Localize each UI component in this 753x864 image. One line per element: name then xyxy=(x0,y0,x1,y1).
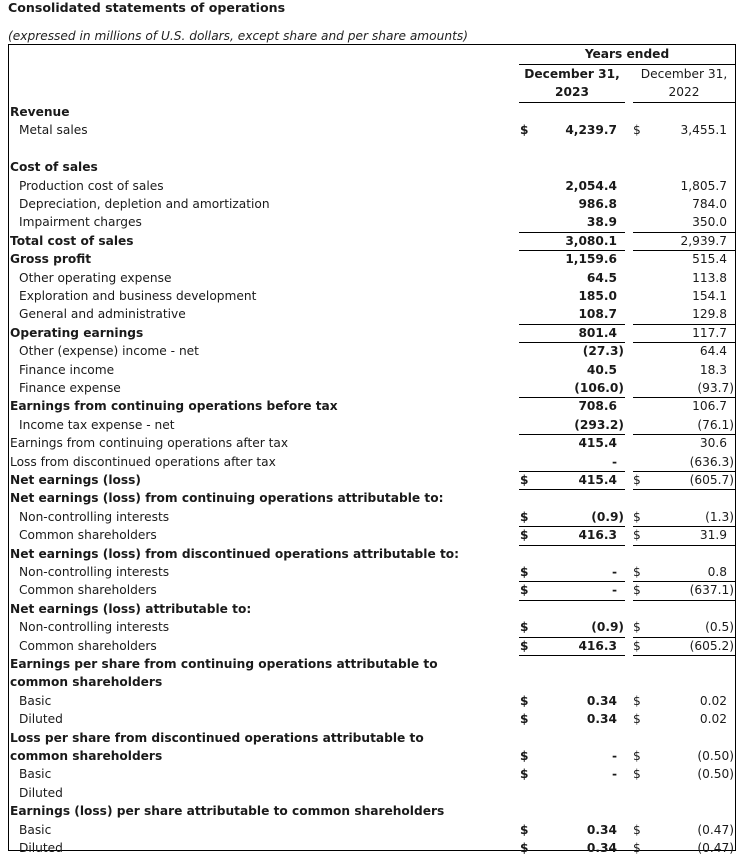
value-2023: 4,239.7 xyxy=(565,123,617,138)
cell-2023 xyxy=(519,508,625,527)
row-label: Metal sales xyxy=(19,123,88,138)
cell-2023 xyxy=(519,361,625,379)
table-row xyxy=(9,379,735,397)
value-2023: - xyxy=(611,749,617,763)
currency-symbol: $ xyxy=(633,123,641,138)
currency-symbol: $ xyxy=(520,620,529,635)
cell-2023 xyxy=(519,269,625,287)
table-row xyxy=(9,158,735,176)
currency-symbol: $ xyxy=(633,822,641,837)
currency-symbol: $ xyxy=(520,841,529,855)
row-label: Basic xyxy=(19,767,52,782)
row-label: Total cost of sales xyxy=(10,233,134,248)
value-2022: 0.8 xyxy=(707,565,727,579)
value-2023: 986.8 xyxy=(578,197,617,211)
cell-2023 xyxy=(519,232,625,251)
table-row xyxy=(9,545,735,563)
cell-2023 xyxy=(519,839,625,857)
table-row xyxy=(9,784,735,802)
currency-symbol: $ xyxy=(633,767,641,782)
cell-2022 xyxy=(633,765,735,783)
value-2023: 415.4 xyxy=(578,473,617,487)
row-label: Net earnings (loss) attributable to: xyxy=(10,601,252,616)
value-2022: 515.4 xyxy=(692,252,727,267)
value-2022: 784.0 xyxy=(692,197,727,211)
cell-2023 xyxy=(519,342,625,360)
row-label: Net earnings (loss) from continuing operations attributable to: xyxy=(10,491,444,506)
currency-symbol: $ xyxy=(520,749,529,763)
value-2023: 185.0 xyxy=(578,289,617,303)
cell-2023 xyxy=(519,581,625,600)
currency-symbol: $ xyxy=(633,749,641,763)
currency-symbol: $ xyxy=(520,565,529,579)
cell-2022 xyxy=(633,342,735,360)
cell-2022 xyxy=(633,581,735,600)
value-2023: (0.9) xyxy=(591,509,624,524)
table-row xyxy=(9,710,735,728)
row-label: Earnings from continuing operations before tax xyxy=(10,399,338,414)
currency-symbol: $ xyxy=(520,767,529,782)
cell-2022 xyxy=(633,361,735,379)
table-row xyxy=(9,416,735,434)
value-2022: (1.3) xyxy=(705,509,734,524)
value-2023: 2,054.4 xyxy=(565,178,617,193)
row-label: Loss from discontinued operations after tax xyxy=(10,454,276,469)
value-2022: (0.5) xyxy=(705,620,734,635)
cell-2023 xyxy=(519,195,625,213)
row-label: Gross profit xyxy=(10,252,92,267)
cell-2022 xyxy=(633,416,735,435)
table-row xyxy=(9,581,735,599)
cell-2023 xyxy=(519,213,625,232)
row-label: Common shareholders xyxy=(19,528,157,543)
value-2023: 40.5 xyxy=(586,362,617,377)
currency-symbol: $ xyxy=(520,583,529,598)
currency-symbol: $ xyxy=(520,693,529,708)
row-label: Production cost of sales xyxy=(19,178,164,193)
value-2023: - xyxy=(611,583,617,598)
table-row xyxy=(9,747,735,765)
row-label: Earnings (loss) per share attributable to common shareholders xyxy=(10,804,445,819)
value-2023: 64.5 xyxy=(586,270,617,285)
row-label: Exploration and business development xyxy=(19,289,257,303)
row-label: Common shareholders xyxy=(19,638,157,653)
value-2023: (27.3) xyxy=(582,344,624,359)
statement-subtitle: (expressed in millions of U.S. dollars, except share and per share amounts) xyxy=(8,29,468,43)
row-label: Depreciation, depletion and amortization xyxy=(19,197,270,211)
value-2023: 416.3 xyxy=(578,638,617,653)
cell-2022 xyxy=(633,563,735,582)
row-label: Revenue xyxy=(10,105,70,119)
currency-symbol: $ xyxy=(633,712,641,727)
row-label: Other (expense) income - net xyxy=(19,344,199,359)
cell-2022 xyxy=(633,397,735,415)
cell-2022 xyxy=(633,453,735,472)
row-label: Basic xyxy=(19,822,52,837)
value-2022: 113.8 xyxy=(692,270,727,285)
table-row xyxy=(9,342,735,360)
row-label: Net earnings (loss) xyxy=(10,473,141,487)
row-label: Finance income xyxy=(19,362,115,377)
cell-2023 xyxy=(519,453,625,472)
cell-2022 xyxy=(633,821,735,839)
table-row xyxy=(9,103,735,121)
row-label: Diluted xyxy=(19,785,63,800)
value-2022: 350.0 xyxy=(692,215,727,230)
value-2022: 129.8 xyxy=(692,307,727,322)
cell-2023 xyxy=(519,747,625,765)
value-2022: 0.02 xyxy=(699,693,727,708)
value-2023: (0.9) xyxy=(591,620,624,635)
currency-symbol: $ xyxy=(633,693,641,708)
value-2022: 3,455.1 xyxy=(680,123,727,138)
currency-symbol: $ xyxy=(633,509,641,524)
row-label: Non-controlling interests xyxy=(19,509,170,524)
cell-2023 xyxy=(519,324,625,343)
value-2023: 0.34 xyxy=(586,693,617,708)
value-2022: (93.7) xyxy=(697,381,734,395)
table-row xyxy=(9,802,735,820)
table-row xyxy=(9,195,735,213)
table-row xyxy=(9,287,735,305)
value-2023: - xyxy=(611,767,617,782)
table-row xyxy=(9,489,735,507)
row-label: Impairment charges xyxy=(19,215,142,230)
table-row xyxy=(9,600,735,618)
value-2022: (605.2) xyxy=(689,638,734,653)
value-2023: 416.3 xyxy=(578,528,617,543)
row-label: Operating earnings xyxy=(10,325,144,340)
cell-2023 xyxy=(519,637,625,656)
row-label: Other operating expense xyxy=(19,270,172,285)
cell-2023 xyxy=(519,250,625,268)
cell-2022 xyxy=(633,213,735,232)
value-2022: (0.47) xyxy=(697,822,734,837)
table-row xyxy=(9,250,735,268)
value-2023: 0.34 xyxy=(586,841,617,855)
value-2022: (0.50) xyxy=(697,767,734,782)
value-2023: 3,080.1 xyxy=(565,233,617,248)
currency-symbol: $ xyxy=(633,841,641,855)
row-label: Diluted xyxy=(19,712,63,727)
table-row xyxy=(9,434,735,452)
cell-2022 xyxy=(633,177,735,195)
table-row xyxy=(9,655,735,673)
column-header-2023-date: December 31, xyxy=(524,67,620,81)
value-2023: 1,159.6 xyxy=(565,252,617,267)
value-2022: 31.9 xyxy=(699,528,727,543)
value-2023: 0.34 xyxy=(586,822,617,837)
cell-2023 xyxy=(519,618,625,637)
row-label: Basic xyxy=(19,693,52,708)
currency-symbol: $ xyxy=(520,822,529,837)
cell-2022 xyxy=(633,692,735,710)
value-2023: - xyxy=(611,565,617,579)
currency-symbol: $ xyxy=(633,620,641,635)
cell-2022 xyxy=(633,471,735,490)
value-2022: 64.4 xyxy=(699,344,727,359)
row-label: Diluted xyxy=(19,841,63,855)
table-row xyxy=(9,637,735,655)
table-row xyxy=(9,269,735,287)
table-row xyxy=(9,821,735,839)
table-row xyxy=(9,324,735,342)
currency-symbol: $ xyxy=(633,638,641,653)
value-2022: (76.1) xyxy=(697,417,734,432)
column-header-2022 xyxy=(633,65,735,101)
cell-2022 xyxy=(633,250,735,268)
cell-2023 xyxy=(519,305,625,324)
table-row xyxy=(9,140,735,158)
row-label: common shareholders xyxy=(10,749,163,763)
cell-2022 xyxy=(633,232,735,251)
cell-2023 xyxy=(519,710,625,728)
table-row xyxy=(9,305,735,323)
table-row xyxy=(9,618,735,636)
value-2022: 106.7 xyxy=(692,399,727,414)
cell-2022 xyxy=(633,637,735,656)
currency-symbol: $ xyxy=(633,473,641,487)
cell-2022 xyxy=(633,747,735,765)
table-row xyxy=(9,508,735,526)
row-label: Earnings from continuing operations after tax xyxy=(10,436,289,451)
value-2023: (106.0) xyxy=(574,381,624,395)
cell-2022 xyxy=(633,379,735,398)
table-row xyxy=(9,526,735,544)
cell-2023 xyxy=(519,692,625,710)
currency-symbol: $ xyxy=(520,712,529,727)
table-row xyxy=(9,397,735,415)
value-2023: 38.9 xyxy=(586,215,617,230)
table-row xyxy=(9,232,735,250)
cell-2022 xyxy=(633,434,735,452)
currency-symbol: $ xyxy=(520,473,529,487)
value-2023: 108.7 xyxy=(578,307,617,322)
value-2023: - xyxy=(611,454,617,469)
years-ended-header: Years ended xyxy=(584,47,670,61)
table-row xyxy=(9,765,735,783)
value-2022: 117.7 xyxy=(692,325,727,340)
cell-2023 xyxy=(519,821,625,839)
cell-2022 xyxy=(633,269,735,287)
currency-symbol: $ xyxy=(520,509,529,524)
value-2023: (293.2) xyxy=(574,417,624,432)
row-label: common shareholders xyxy=(10,675,163,690)
value-2022: 1,805.7 xyxy=(680,178,727,193)
row-label: Non-controlling interests xyxy=(19,565,170,579)
row-label: Cost of sales xyxy=(10,160,98,175)
row-label: Net earnings (loss) from discontinued operations attributable to: xyxy=(10,546,460,561)
column-header-2022-year: 2022 xyxy=(668,85,700,99)
value-2023: 415.4 xyxy=(578,436,617,451)
cell-2023 xyxy=(519,379,625,398)
cell-2023 xyxy=(519,177,625,195)
cell-2023 xyxy=(519,434,625,452)
value-2022: (637.1) xyxy=(689,583,734,598)
cell-2023 xyxy=(519,471,625,490)
cell-2023 xyxy=(519,526,625,545)
value-2022: 2,939.7 xyxy=(680,233,727,248)
value-2022: 154.1 xyxy=(692,289,727,303)
cell-2022 xyxy=(633,287,735,305)
row-label: Income tax expense - net xyxy=(19,417,175,432)
column-header-2023-year: 2023 xyxy=(555,85,589,99)
value-2022: (605.7) xyxy=(689,473,734,487)
value-2022: 30.6 xyxy=(699,436,727,451)
cell-2023 xyxy=(519,121,625,139)
table-row xyxy=(9,121,735,139)
cell-2022 xyxy=(633,508,735,527)
column-header-2023 xyxy=(519,65,625,101)
table-row xyxy=(9,563,735,581)
cell-2023 xyxy=(519,765,625,783)
cell-2022 xyxy=(633,839,735,857)
value-2022: (0.47) xyxy=(697,841,734,855)
cell-2022 xyxy=(633,618,735,637)
currency-symbol: $ xyxy=(633,528,641,543)
statement-title: Consolidated statements of operations xyxy=(8,0,286,15)
value-2023: 0.34 xyxy=(586,712,617,727)
row-label: Loss per share from discontinued operations attributable to xyxy=(10,730,424,745)
row-label: Common shareholders xyxy=(19,583,157,598)
cell-2022 xyxy=(633,526,735,545)
value-2022: 0.02 xyxy=(699,712,727,727)
column-header-2022-date: December 31, xyxy=(640,67,728,81)
currency-symbol: $ xyxy=(520,528,529,543)
table-row xyxy=(9,673,735,691)
table-row xyxy=(9,453,735,471)
cell-2022 xyxy=(633,195,735,213)
row-label: Earnings per share from continuing operations attributable to xyxy=(10,657,438,671)
value-2022: 18.3 xyxy=(699,362,727,377)
cell-2023 xyxy=(519,563,625,582)
value-2022: (636.3) xyxy=(689,454,734,469)
cell-2023 xyxy=(519,287,625,305)
row-label: Non-controlling interests xyxy=(19,620,170,635)
row-label: General and administrative xyxy=(19,307,186,322)
cell-2022 xyxy=(633,710,735,728)
value-2022: (0.50) xyxy=(697,749,734,763)
table-row xyxy=(9,729,735,747)
cell-2022 xyxy=(633,305,735,324)
cell-2023 xyxy=(519,397,625,415)
currency-symbol: $ xyxy=(633,583,641,598)
table-row xyxy=(9,213,735,231)
table-row xyxy=(9,361,735,379)
table-row xyxy=(9,471,735,489)
currency-symbol: $ xyxy=(633,565,641,579)
cell-2022 xyxy=(633,121,735,139)
table-row xyxy=(9,692,735,710)
row-label: Finance expense xyxy=(19,381,121,395)
table-row xyxy=(9,839,735,857)
cell-2023 xyxy=(519,416,625,435)
value-2023: 708.6 xyxy=(578,399,617,414)
table-row xyxy=(9,177,735,195)
income-statement-table xyxy=(8,44,736,855)
currency-symbol: $ xyxy=(520,123,529,138)
cell-2022 xyxy=(633,324,735,343)
currency-symbol: $ xyxy=(520,638,529,653)
value-2023: 801.4 xyxy=(578,325,617,340)
